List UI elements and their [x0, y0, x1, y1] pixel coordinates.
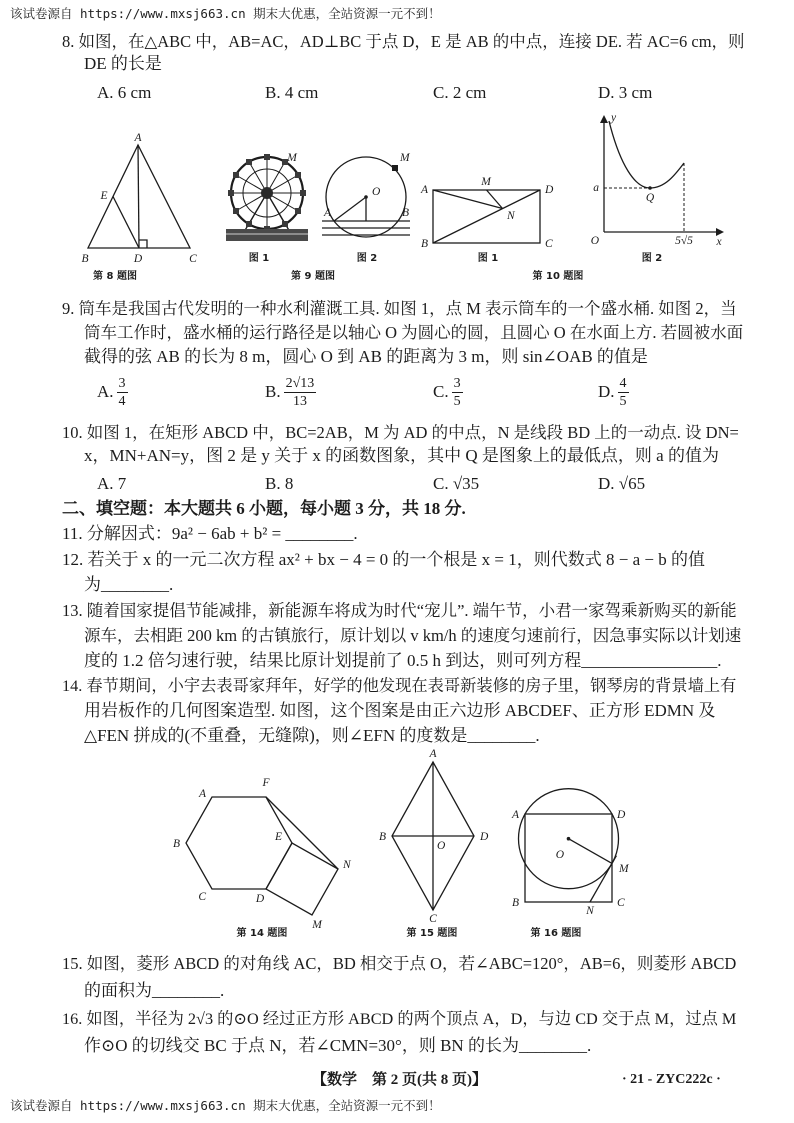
center-point-o [364, 195, 368, 199]
q9-fig1-caption: 图 1 [248, 253, 270, 264]
label-o: O [372, 186, 381, 198]
label-n: N [507, 210, 515, 222]
label-a: A [134, 132, 142, 144]
altitude-ad [138, 145, 139, 248]
q10-function-graph [533, 112, 724, 282]
source-banner-top: 该试卷源自 https://www.mxsj663.cn 期末大优惠，全站资源一元不到！ [10, 6, 441, 21]
page-footer-label: 【数学 第 2 页(共 8 页)】 [312, 1072, 487, 1088]
q12-line-2: 为________. [84, 575, 174, 594]
fraction-denominator: 13 [292, 393, 307, 409]
q10-fig2-caption: 图 2 [641, 253, 663, 264]
label-m-fig1: M [287, 152, 297, 164]
q14-line-1: 14. 春节期间，小宇去表哥家拜年，好学的他发现在表哥新装修的房子里，钢琴房的背景墙上有 [62, 677, 737, 695]
label-o: O [555, 849, 564, 861]
label-m-fig2: M [400, 152, 410, 164]
q15-line-1: 15. 如图，菱形 ABCD 的对角线 AC，BD 相交于点 O，若∠ABC=120°，AB=6，则菱形 ABCD [62, 954, 737, 973]
label-y: y [611, 112, 617, 124]
q10-option-d: D. √65 [598, 474, 646, 493]
label-b: B [420, 238, 428, 250]
label-e: E [274, 831, 282, 843]
label-m: M [619, 863, 629, 875]
q10-option-c: C. √35 [433, 474, 480, 493]
label-e: E [100, 190, 108, 202]
label-c: C [189, 253, 197, 265]
label-b: B [81, 253, 89, 265]
segment-an [433, 190, 503, 209]
q13-line-3: 度的 1.2 倍匀速行驶，结果比原计划提前了 0.5 h 到达，则可列方程________________. [84, 651, 722, 670]
x-axis-arrow [716, 228, 724, 236]
q14-pattern-figure [173, 777, 352, 939]
label-b: B [172, 838, 180, 850]
q13-line-1: 13. 随着国家提倡节能减排，新能源车将成为时代“宠儿”. 端午节，小君一家驾乘新购买的新能 [62, 601, 737, 620]
y-axis-arrow [600, 115, 608, 123]
q8-line-2: DE 的长是 [84, 54, 162, 73]
label-f: F [262, 777, 270, 789]
q8-option-d: D. 3 cm [598, 83, 653, 102]
source-banner-bottom: 该试卷源自 https://www.mxsj663.cn 期末大优惠，全站资源一元不到！ [10, 1098, 441, 1113]
regular-hexagon [186, 797, 292, 889]
label-a: A [323, 207, 331, 219]
q14-figure-caption: 第 14 题图 [236, 928, 288, 939]
label-n: N [586, 905, 594, 917]
q9-figure-caption: 第 9 题图 [291, 271, 335, 282]
q10-figure-caption: 第 10 题图 [532, 271, 584, 282]
q8-option-c: C. 2 cm [433, 83, 487, 102]
label-d: D [480, 831, 489, 843]
q8-figure-caption: 第 8 题图 [93, 271, 137, 282]
label-c: C [198, 891, 206, 903]
label-c: C [545, 238, 553, 250]
label-a: A [511, 809, 519, 821]
q9-option-b-label: B. [265, 382, 281, 401]
q15-line-2: 的面积为________. [84, 981, 225, 1000]
function-curve [609, 121, 684, 188]
water-band [226, 229, 308, 241]
label-x-end: 5√5 [675, 235, 693, 247]
right-angle-mark [139, 240, 147, 248]
center-point-o [567, 837, 571, 841]
label-a: A [429, 748, 437, 760]
q9-line-3: 截得的弦 AB 的长为 8 m，圆心 O 到 AB 的距离为 3 m，则 sin∠OAB 的值是 [84, 347, 648, 366]
q15-figure-caption: 第 15 题图 [406, 928, 458, 939]
q9-option-c-label: C. [433, 382, 449, 401]
q14-line-3: △FEN 拼成的(不重叠，无缝隙)，则∠EFN 的度数是________. [84, 726, 540, 745]
q16-figure-caption: 第 16 题图 [530, 928, 582, 939]
label-c: C [429, 913, 437, 925]
label-a: A [420, 184, 428, 196]
segment-de [113, 197, 139, 249]
section-heading-fill-in: 二、填空题：本大题共 6 小题，每小题 3 分，共 18 分. [62, 499, 466, 518]
q15-rhombus-figure [379, 748, 489, 939]
q10-rectangle-figure [420, 176, 554, 264]
fraction-denominator: 5 [453, 393, 461, 409]
q9-option-d-label: D. [598, 382, 615, 401]
q8-triangle-figure [81, 132, 197, 282]
q12-line-1: 12. 若关于 x 的一元二次方程 ax² + bx − 4 = 0 的一个根是 x = 1，则代数式 8 − a − b 的值 [62, 550, 705, 569]
q9-line-2: 筒车工作时，盛水桶的运行路径是以轴心 O 为圆心的圆，且圆心 O 在水面上方. 若圆被水面 [84, 323, 744, 342]
q8-option-b: B. 4 cm [265, 83, 319, 102]
fraction-numerator: 3 [453, 375, 461, 391]
q13-line-2: 源车，去相距 200 km 的古镇旅行，原计划以 v km/h 的速度匀速前行，因急事实际以计划速 [84, 626, 742, 645]
q10-fig1-caption: 图 1 [477, 253, 499, 264]
diagonal-bd [433, 190, 540, 243]
q10-option-b: B. 8 [265, 474, 294, 493]
label-c: C [617, 897, 625, 909]
q9-fig2-caption: 图 2 [356, 253, 378, 264]
label-origin: O [590, 235, 599, 247]
q16-circle-square-figure [511, 789, 630, 939]
q9-line-1: 9. 筒车是我国古代发明的一种水利灌溉工具. 如图 1，点 M 表示筒车的一个盛水桶. 如图 2，当 [62, 299, 737, 318]
q10-line-2: x，MN+AN=y，图 2 是 y 关于 x 的函数图象，其中 Q 是图象上的最低点，则 a 的值为 [84, 446, 719, 465]
label-o: O [437, 840, 446, 852]
q16-line-2: 作⊙O 的切线交 BC 于点 N，若∠CMN=30°，则 BN 的长为________. [84, 1036, 592, 1055]
fraction-denominator: 5 [619, 393, 627, 409]
q11-line-1: 11. 分解因式：9a² − 6ab + b² = ________. [62, 524, 358, 543]
q9-circle-figure [291, 152, 411, 282]
q14-line-2: 用岩板作的几何图案造型. 如图，这个图案是由正六边形 ABCDEF、正方形 EDMN 及 [84, 701, 716, 720]
fraction-numerator: 4 [619, 375, 627, 391]
label-b: B [402, 207, 410, 219]
bucket-m [392, 165, 398, 171]
label-d: D [255, 893, 265, 905]
label-b: B [378, 831, 386, 843]
label-b: B [511, 897, 519, 909]
q8-option-a: A. 6 cm [97, 83, 152, 102]
q9-water-wheel-figure [226, 152, 308, 264]
q10-option-a: A. 7 [97, 474, 127, 493]
label-a-value: a [593, 182, 599, 194]
label-a: A [198, 788, 206, 800]
label-m: M [481, 176, 491, 188]
square-edmn [266, 843, 338, 915]
label-x: x [716, 236, 722, 248]
paper-code: · 21 - ZYC222c · [622, 1072, 721, 1087]
wheel-hub [261, 187, 273, 199]
fraction-numerator: 2√13 [285, 375, 315, 391]
q8-line-1: 8. 如图，在△ABC 中，AB=AC，AD⊥BC 于点 D，E 是 AB 的中点，连接 DE. 若 AC=6 cm，则 [62, 32, 745, 51]
radius-oa [334, 197, 366, 221]
point-q [648, 186, 652, 190]
label-d: D [133, 253, 143, 265]
label-n: N [343, 859, 351, 871]
label-q: Q [645, 192, 655, 204]
q9-option-a-label: A. [97, 382, 114, 401]
label-m: M [312, 919, 322, 931]
fraction-denominator: 4 [118, 393, 126, 409]
fraction-numerator: 3 [118, 375, 126, 391]
label-d: D [545, 184, 554, 196]
q16-line-1: 16. 如图，半径为 2√3 的⊙O 经过正方形 ABCD 的两个顶点 A，D，与边 CD 交于点 M，过点 M [62, 1010, 737, 1028]
radius-om [569, 839, 613, 864]
label-d: D [617, 809, 626, 821]
q10-line-1: 10. 如图 1，在矩形 ABCD 中，BC=2AB，M 为 AD 的中点，N 是线段 BD 上的一动点. 设 DN= [62, 423, 739, 442]
